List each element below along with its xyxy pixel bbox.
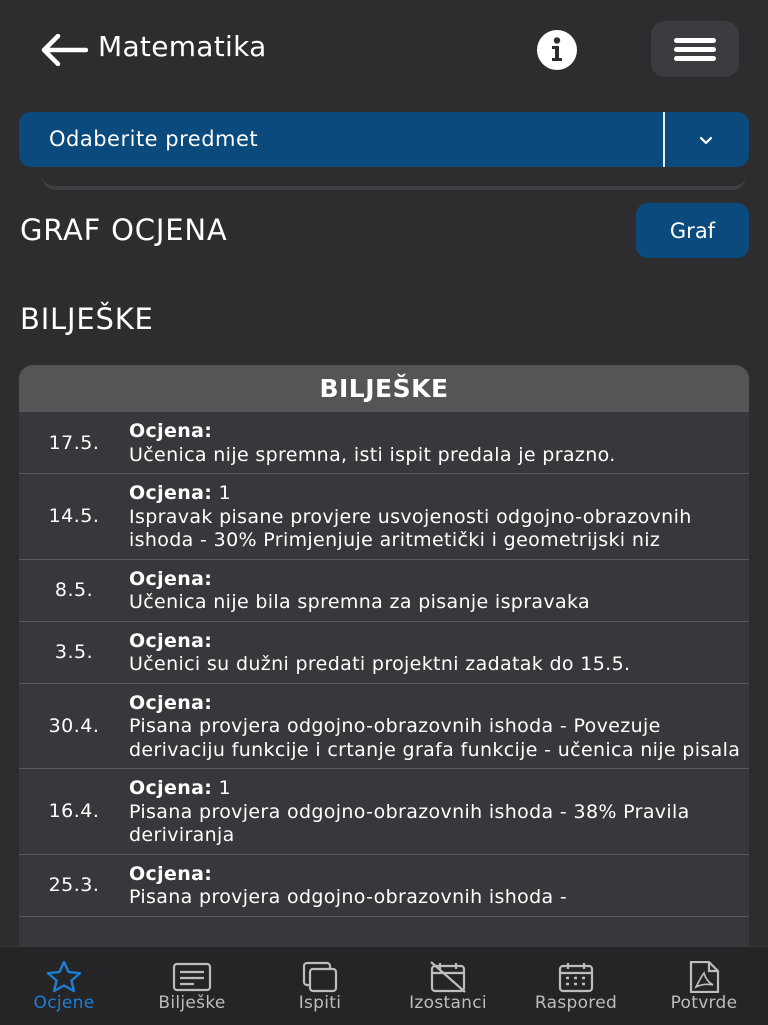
subject-select[interactable]: [19, 112, 749, 167]
note-grade-value: 1: [218, 482, 232, 504]
note-body: [129, 412, 749, 473]
note-date: 30.4.: [48, 714, 100, 737]
note-date: 17.5.: [48, 431, 100, 454]
note-grade-label: Ocjena:: [129, 777, 213, 799]
info-icon: [536, 29, 578, 71]
nav-item-raspored[interactable]: [512, 947, 640, 1025]
nav-item-izostanci[interactable]: [384, 947, 512, 1025]
app-header: [0, 0, 768, 100]
bottom-nav: [0, 946, 768, 1025]
absence-icon: [428, 961, 468, 993]
note-date: 3.5.: [54, 641, 94, 663]
arrow-left-icon: [40, 34, 88, 66]
nav-item-ispiti[interactable]: [256, 947, 384, 1025]
notes-table-header: BILJEŠKE: [19, 365, 749, 412]
note-text: Učenica nije bila spremna za pisanje ispravaka: [129, 591, 590, 613]
note-text: Pisana provjera odgojno-obrazovnih ishoda - Povezuje derivaciju funkcije i crtanje grafa funkcije - učenica nije pisala: [129, 715, 741, 761]
nav-label: Bilješke: [158, 993, 226, 1013]
pdf-icon: [684, 961, 724, 993]
calendar-icon: [556, 961, 596, 993]
note-text: Pisana provjera odgojno-obrazovnih ishoda - 38% Pravila deriviranja: [129, 800, 690, 846]
star-icon: [44, 961, 84, 993]
note-grade-label: Ocjena:: [129, 420, 213, 442]
nav-item-biljeske[interactable]: [128, 947, 256, 1025]
page-title: Matematika: [98, 30, 267, 63]
note-date: 16.4.: [48, 800, 100, 823]
table-row: [19, 684, 749, 770]
table-row: [19, 474, 749, 560]
note-grade-label: Ocjena:: [129, 862, 213, 885]
note-grade-line: [129, 630, 749, 654]
chevron-down-icon: [695, 129, 717, 151]
info-button[interactable]: [536, 29, 578, 71]
note-text: Učenica nije spremna, isti ispit predala je prazno.: [129, 443, 616, 466]
note-grade-line: [129, 568, 749, 592]
note-text: Ispravak pisane provjere usvojenosti odgojno-obrazovnih ishoda - 30% Primjenjuje aritmetički i geometrijski niz: [129, 505, 692, 551]
notes-table: [19, 365, 749, 965]
note-date: 14.5.: [48, 505, 100, 528]
note-text: Učenici su dužni predati projektni zadatak do 15.5.: [129, 653, 631, 675]
table-row: [19, 769, 749, 855]
nav-label: Ispiti: [298, 993, 342, 1013]
note-grade-line: [129, 777, 749, 801]
nav-item-ocjene[interactable]: [0, 947, 128, 1025]
select-divider: [663, 112, 665, 167]
grades-graph-title: GRAF OCJENA: [20, 213, 228, 247]
note-date: 25.3.: [48, 874, 100, 896]
notes-list: [19, 412, 749, 917]
note-body: [129, 622, 749, 683]
note-grade-label: Ocjena:: [129, 691, 213, 714]
note-grade-label: Ocjena:: [129, 567, 213, 590]
hamburger-icon: [674, 38, 716, 43]
menu-button[interactable]: [651, 21, 739, 77]
note-grade-line: [129, 482, 749, 506]
table-row: [19, 412, 749, 474]
graph-button[interactable]: Graf: [636, 203, 749, 258]
note-grade-line: [129, 420, 749, 444]
nav-label: Ocjene: [33, 993, 95, 1013]
table-row: [19, 622, 749, 684]
note-grade-label: Ocjena:: [129, 482, 213, 504]
nav-label: Raspored: [534, 993, 618, 1013]
nav-label: Potvrde: [670, 993, 738, 1013]
note-grade-line: [129, 863, 749, 887]
note-body: [129, 560, 749, 621]
note-date: 8.5.: [54, 579, 94, 601]
nav-item-potvrde[interactable]: [640, 947, 768, 1025]
note-body: [129, 474, 749, 559]
table-row: [19, 855, 749, 917]
table-row: [19, 560, 749, 622]
exams-icon: [300, 961, 340, 993]
note-body: [129, 769, 749, 854]
notes-icon: [172, 961, 212, 993]
back-button[interactable]: [40, 34, 88, 66]
subject-select-label: Odaberite predmet: [49, 127, 259, 151]
note-grade-line: [129, 692, 749, 716]
select-dropdown-edge: [42, 176, 746, 190]
nav-label: Izostanci: [409, 993, 487, 1013]
note-grade-label: Ocjena:: [129, 629, 213, 652]
note-body: [129, 855, 749, 916]
note-body: [129, 684, 749, 769]
notes-section-title: BILJEŠKE: [20, 302, 154, 336]
note-text: Pisana provjera odgojno-obrazovnih ishoda -: [129, 886, 568, 908]
note-grade-value: 1: [218, 777, 232, 799]
